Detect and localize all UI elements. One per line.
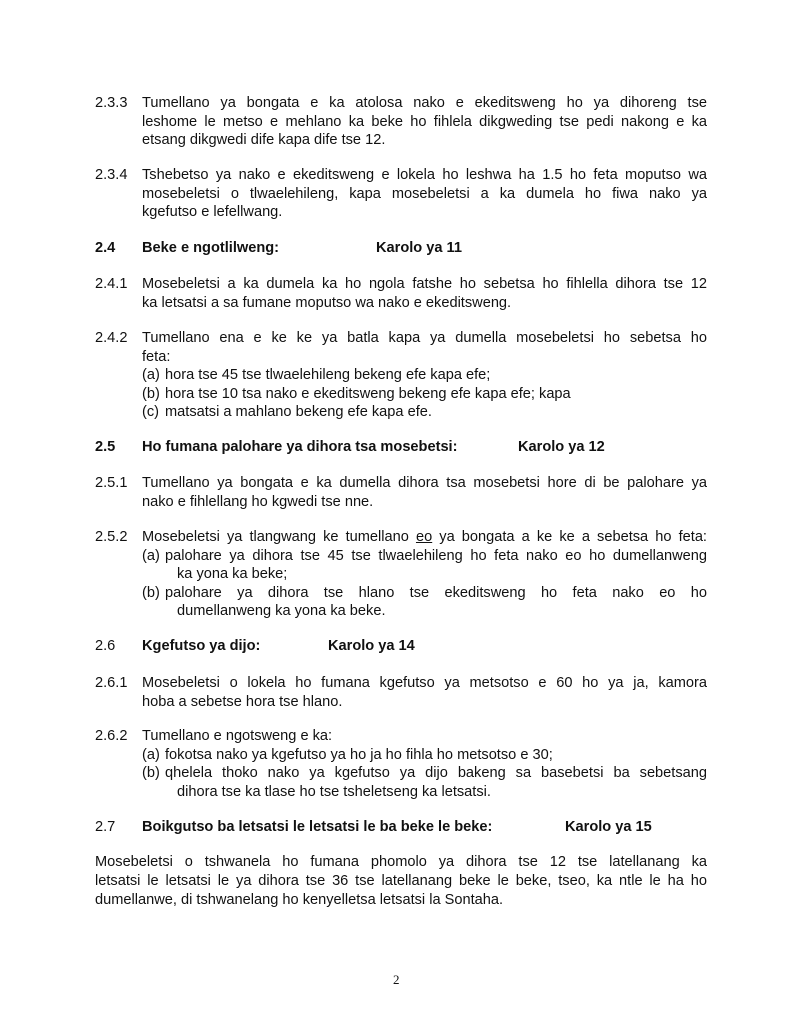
- sub-item-text: hora tse 10 tsa nako e ekeditsweng bekeng efe kapa efe; kapa: [165, 385, 571, 402]
- clause-2-5-1: [95, 474, 707, 511]
- section-title: Boikgutso ba letsatsi le letsatsi le ba beke le beke:: [142, 819, 493, 835]
- clause-2-4-2: [95, 329, 707, 422]
- sub-item: [142, 403, 707, 422]
- clause-text-line: nako e fihlellang ho kgwedi tse nne.: [142, 493, 374, 510]
- sub-item-text: matsatsi a mahlano bekeng efe kapa efe.: [165, 404, 432, 420]
- clause-number: 2.6.1: [95, 675, 128, 691]
- clause-text-line: feta:: [142, 348, 171, 365]
- clause-text-line: Tshebetso ya nako e ekeditsweng e lokela ho leshwa ha 1.5 ho feta moputso wa: [142, 167, 707, 183]
- clause-text-segment: Mosebeletsi ya tlangwang ke tumellano: [142, 529, 416, 545]
- page-number: 2: [393, 972, 400, 987]
- sub-item: [142, 584, 707, 621]
- clause-number: 2.4.1: [95, 276, 128, 292]
- clause-text-segment: ya bongata a ke ke a sebetsa ho feta:: [432, 529, 707, 545]
- section-part-reference: Karolo ya 15: [565, 819, 652, 835]
- sub-item-line: palohare ya dihora tse 45 tse tlwaelehileng ho feta nako eo ho dumellanweng: [165, 547, 707, 564]
- section-number: 2.5: [95, 439, 116, 455]
- clause-text-line: hoba a sebetse hora tse hlano.: [142, 693, 343, 710]
- clause-text: [142, 166, 707, 222]
- clause-text: [142, 528, 707, 621]
- section-part-reference: Karolo ya 11: [376, 240, 462, 256]
- clause-text-line: Tumellano ena e ke ke ya batla kapa ya dumella mosebeletsi ho sebetsa ho: [142, 330, 707, 346]
- section-2-7-paragraph: [95, 853, 707, 910]
- clause-text: [142, 674, 707, 711]
- paragraph-line: Mosebeletsi o tshwanela ho fumana phomolo ya dihora tse 12 tse latellanang ka: [95, 854, 707, 870]
- clause-2-4-1: [95, 275, 707, 312]
- sub-item-label: (c): [142, 404, 160, 420]
- section-title: Beke e ngotlilweng:: [142, 240, 280, 256]
- clause-text-line: leshome le metso e mehlano ka beke ho fihlela dikgweding tse pedi nakong e ka: [142, 113, 707, 130]
- clause-number: 2.6.2: [95, 728, 128, 744]
- clause-text-line: Mosebeletsi o lokela ho fumana kgefutso ya metsotso e 60 ho ya ja, kamora: [142, 675, 707, 691]
- section-number: 2.4: [95, 240, 116, 256]
- clause-2-3-3: [95, 94, 707, 150]
- sub-item-line: qhelela thoko nako ya kgefutso ya dijo bakeng sa basebetsi ba sebetsang: [165, 765, 707, 781]
- section-number: 2.6: [95, 638, 116, 654]
- sub-item-text: [165, 584, 707, 621]
- clause-text-line: Tumellano ya bongata e ka atolosa nako e ekeditsweng ho ya dihoreng tse: [142, 95, 707, 111]
- clause-text: [142, 329, 707, 422]
- clause-text: [142, 727, 707, 801]
- clause-text-line: kgefutso e lefellwang.: [142, 204, 283, 220]
- sub-item: [142, 547, 707, 584]
- section-title: Kgefutso ya dijo:: [142, 638, 261, 654]
- sub-item-line: palohare ya dihora tse hlano tse ekeditsweng ho feta nako eo ho: [165, 584, 707, 601]
- clause-number: 2.3.3: [95, 95, 128, 111]
- underlined-word: eo: [415, 529, 433, 545]
- sub-item-line: dihora tse ka tlase ho tse tsheletseng ka letsatsi.: [177, 783, 491, 800]
- clause-text-line: Mosebeletsi a ka dumela ka ho ngola fatshe ho sebetsa ho fihlella dihora tse 12: [142, 276, 707, 292]
- section-title: Ho fumana palohare ya dihora tsa mosebetsi:: [142, 439, 458, 455]
- clause-text-line: mosebeletsi o tlwaelehileng, kapa mosebeletsi a ka dumela ho fiwa nako ya: [142, 185, 707, 202]
- clause-text: [142, 275, 707, 312]
- sub-item-label: (b): [142, 584, 160, 601]
- clause-number: 2.5.2: [95, 529, 128, 545]
- section-part-reference: Karolo ya 14: [328, 638, 415, 654]
- sub-item-text: hora tse 45 tse tlwaelehileng bekeng efe kapa efe;: [165, 367, 491, 383]
- sub-item: [142, 385, 707, 404]
- sub-item-label: (b): [142, 385, 160, 402]
- sub-item: [142, 764, 707, 801]
- clause-2-5-2: [95, 528, 707, 621]
- sub-item-label: (a): [142, 367, 160, 383]
- sub-item-line: dumellanweng ka yona ka beke.: [177, 603, 386, 619]
- clause-2-6-2: [95, 727, 707, 801]
- sub-item-label: (a): [142, 547, 160, 564]
- sub-item-text: [165, 746, 707, 765]
- clause-text-line: Tumellano e ngotsweng e ka:: [142, 728, 333, 744]
- clause-2-6-1: [95, 674, 707, 711]
- sub-item-line: fokotsa nako ya kgefutso ya ho ja ho fihla ho metsotso e 30;: [165, 746, 553, 763]
- sub-item-text: [165, 764, 707, 801]
- paragraph-line: dumellanwe, di tshwanelang ho kenyelletsa letsatsi la Sontaha.: [95, 892, 504, 908]
- sub-item-line: ka yona ka beke;: [177, 566, 288, 582]
- sub-item: [142, 746, 707, 765]
- clause-number: 2.4.2: [95, 330, 128, 346]
- sub-item-label: (b): [142, 765, 160, 781]
- clause-number: 2.5.1: [95, 475, 128, 491]
- sub-item: [142, 366, 707, 385]
- clause-number: 2.3.4: [95, 167, 128, 183]
- paragraph-line: letsatsi le letsatsi le ya dihora tse 36 tse latellanang beke le beke, tseo, ka ntle le ha ho: [95, 873, 707, 889]
- section-number: 2.7: [95, 819, 116, 835]
- clause-text: [142, 474, 707, 511]
- clause-text-line: Tumellano ya bongata e ka dumella dihora tsa mosebetsi hore di be palohare ya: [142, 475, 707, 491]
- clause-text-line: etsang dikgwedi dife kapa dife tse 12.: [142, 132, 386, 148]
- clause-text-line: ka letsatsi a sa fumane moputso wa nako e ekeditsweng.: [142, 294, 512, 311]
- clause-text-line: [142, 528, 707, 547]
- sub-item-label: (a): [142, 746, 160, 763]
- section-part-reference: Karolo ya 12: [518, 439, 605, 455]
- clause-2-3-4: [95, 166, 707, 222]
- sub-item-text: [165, 547, 707, 584]
- clause-text: [142, 94, 707, 150]
